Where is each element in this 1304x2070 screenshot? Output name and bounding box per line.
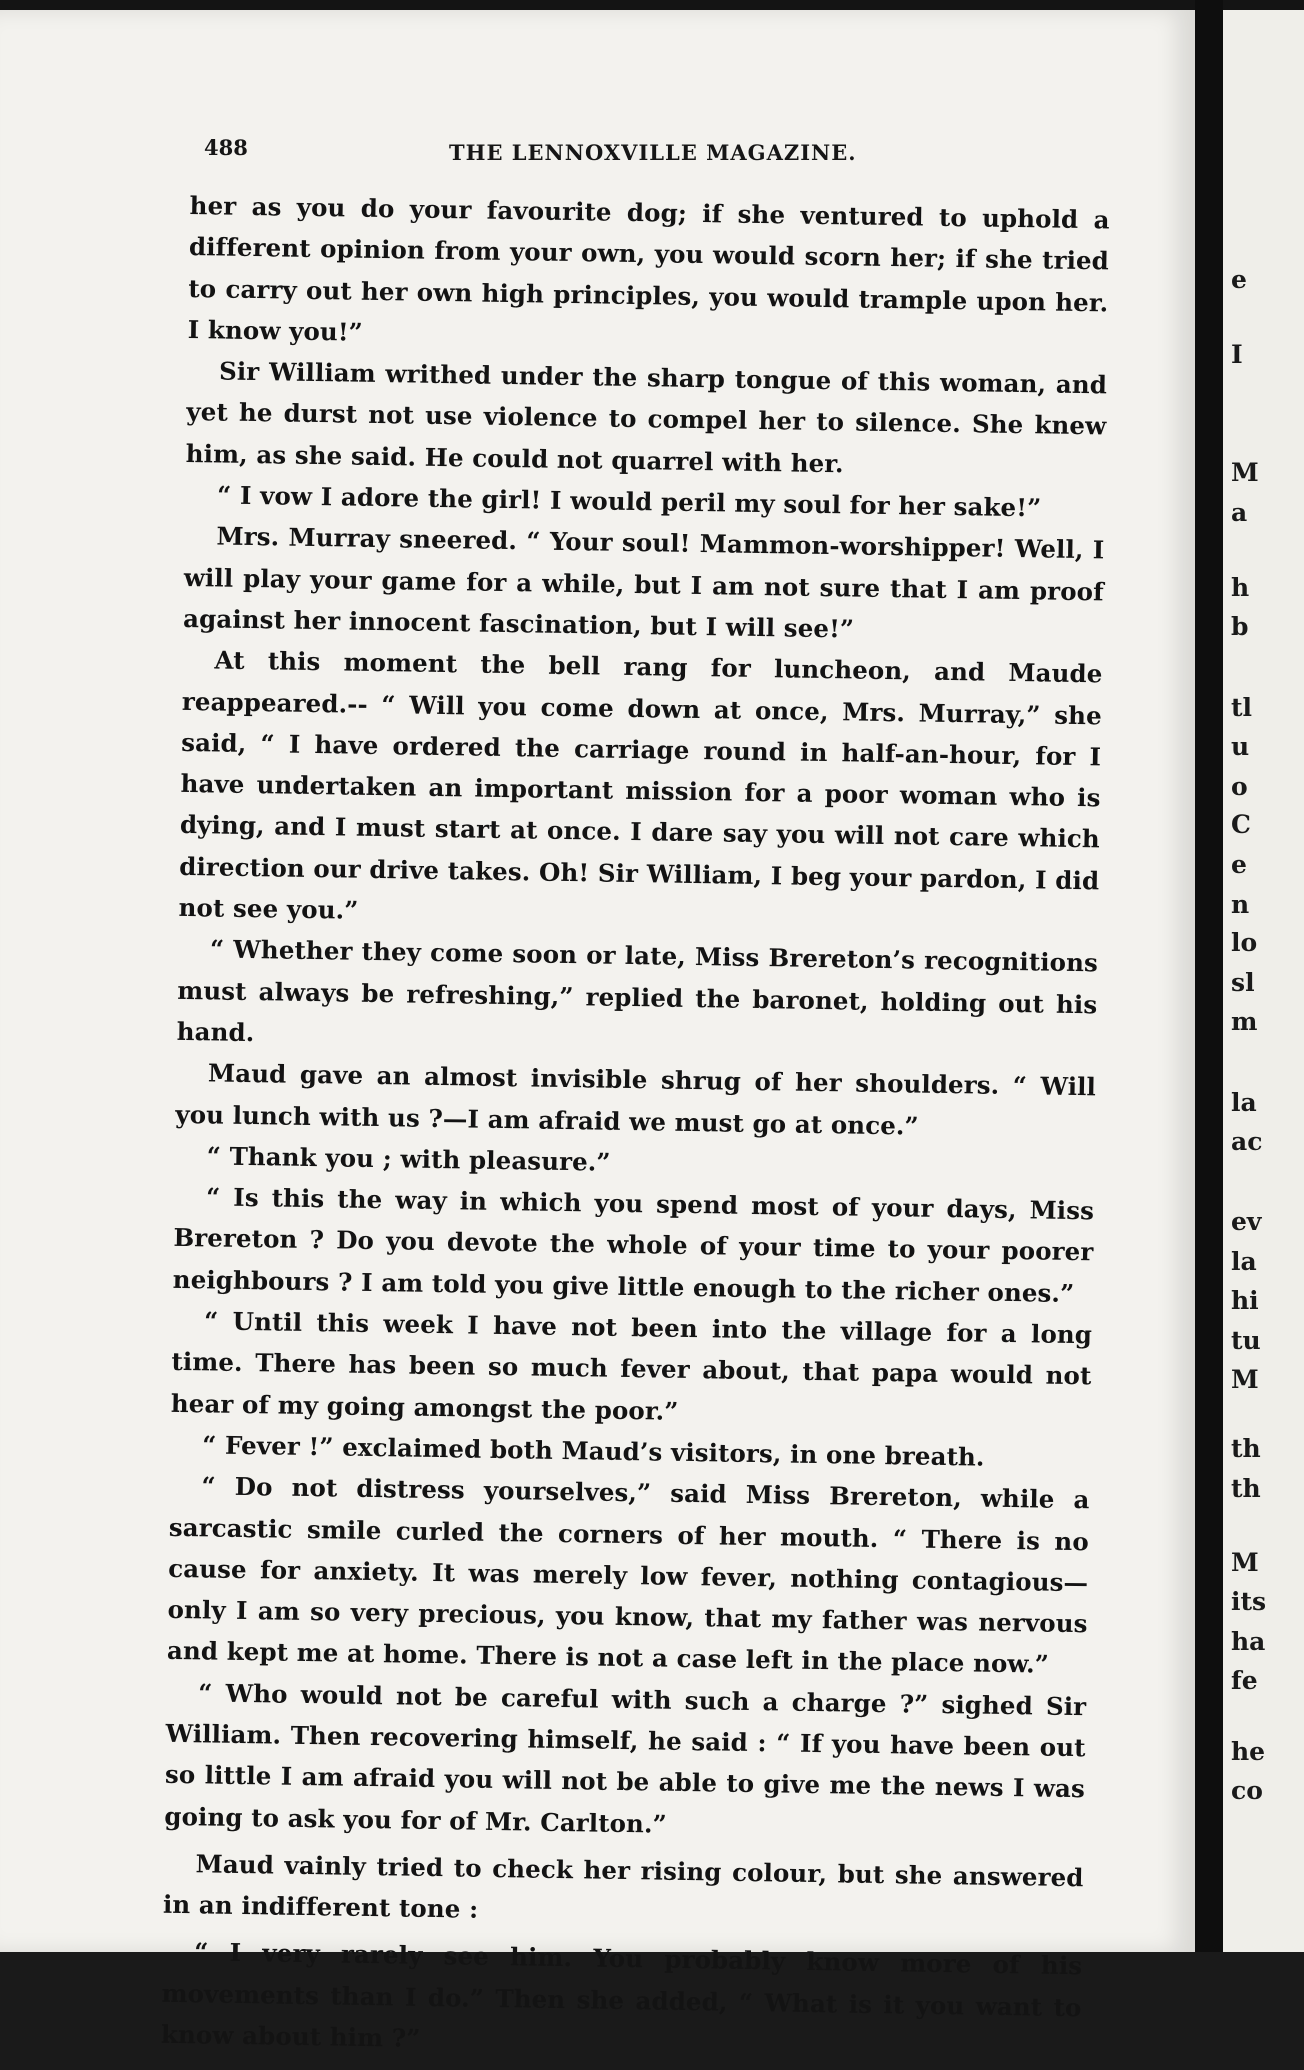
- adjacent-fragment: tu: [1231, 1326, 1261, 1355]
- paragraph: Maud vainly tried to check her rising colour, but she answered in an indifferent tone :: [162, 1849, 1084, 1924]
- adjacent-fragment: th: [1231, 1434, 1261, 1463]
- adjacent-page-edge: [1223, 10, 1304, 1952]
- adjacent-fragment: I: [1231, 340, 1243, 369]
- adjacent-fragment: ev: [1231, 1207, 1262, 1236]
- adjacent-fragment: n: [1231, 890, 1250, 919]
- paragraph: “ Until this week I have not been into the village for a long time. There has been so much fever about, that papa would not hear of my going amongst the poor.”: [170, 1306, 1093, 1426]
- adjacent-fragment: o: [1231, 772, 1248, 801]
- paragraph: “ I vow I adore the girl! I would peril my soul for her sake!”: [216, 480, 1042, 523]
- adjacent-fragment: fe: [1231, 1666, 1258, 1695]
- adjacent-fragment: its: [1231, 1587, 1267, 1616]
- adjacent-fragment: la: [1231, 1088, 1257, 1117]
- paragraph: “ I very rarely see him. You probably know more of his movements than I do.” Then she added, “ What is it you want to know about him ?”: [160, 1937, 1083, 2053]
- paragraph: “ Whether they come soon or late, Miss Brereton’s recognitions must always be refreshing,” replied the baronet, holding out his hand.: [176, 934, 1099, 1048]
- adjacent-fragment: sl: [1231, 968, 1255, 997]
- adjacent-fragment: C: [1231, 810, 1251, 839]
- adjacent-fragment: th: [1231, 1474, 1261, 1503]
- adjacent-fragment: M: [1231, 458, 1259, 487]
- adjacent-fragment: ac: [1231, 1127, 1263, 1156]
- adjacent-fragment: h: [1231, 573, 1250, 602]
- paragraph: “ Is this the way in which you spend most of your days, Miss Brereton ? Do you devote the whole of your time to your poorer neighbours ? I am told you give little enough to the richer ones.”: [172, 1182, 1095, 1308]
- adjacent-fragment: u: [1231, 732, 1250, 761]
- adjacent-fragment: la: [1231, 1247, 1257, 1276]
- adjacent-fragment: m: [1231, 1007, 1258, 1036]
- paragraph: “ Do not distress yourselves,” said Miss Brereton, while a sarcastic smile curled the corners of her mouth. “ There is no cause for anxiety. It was merely low fever, nothing contagious—only I am so very precious, you know, that my father was nervous and kept me at home. There is not a case left in the place now.”: [166, 1471, 1090, 1680]
- adjacent-fragment: ha: [1231, 1627, 1266, 1656]
- running-title: THE LENNOXVILLE MAGAZINE.: [449, 140, 857, 165]
- adjacent-fragment: a: [1231, 498, 1248, 527]
- running-head: [204, 135, 1105, 169]
- page-number: 488: [204, 135, 248, 160]
- paragraph: her as you do your favourite dog; if she ventured to uphold a different opinion from your own, you would scorn her; if she tried to carry out her own high principles, you would trample upon her. I know you!”: [187, 190, 1110, 347]
- paragraph: Maud gave an almost invisible shrug of her shoulders. “ Will you lunch with us ?—I am afraid we must go at once.”: [175, 1058, 1097, 1141]
- adjacent-fragment: hi: [1231, 1286, 1259, 1315]
- adjacent-fragment: lo: [1231, 928, 1258, 957]
- paragraph: “ Who would not be careful with such a charge ?” sighed Sir William. Then recovering himself, he said : “ If you have been out so little I am afraid you will not be able to give me the news I was going to ask you for of Mr. Carlton.”: [164, 1678, 1087, 1839]
- adjacent-fragment: tl: [1231, 693, 1253, 722]
- paragraph: Mrs. Murray sneered. “ Your soul! Mammon-worshipper! Well, I will play your game for a while, but I am not sure that I am proof against her innocent fascination, but I will see!”: [182, 521, 1105, 644]
- paragraph: At this moment the bell rang for luncheon, and Maude reappeared.-- “ Will you come down at once, Mrs. Murray,” she said, “ I have ordered the carriage round in half-an-hour, for I have undertaken an important mission for a poor woman who is dying, and I must start at once. I dare say you will not care which direction our drive takes. Oh! Sir William, I beg your pardon, I did not see you.”: [178, 645, 1103, 925]
- paragraph: “ Thank you ; with pleasure.”: [206, 1141, 611, 1177]
- paragraph: Sir William writhed under the sharp tongue of this woman, and yet he durst not use violence to compel her to silence. She knew him, as she said. He could not quarrel with her.: [185, 356, 1108, 479]
- adjacent-fragment: M: [1231, 1548, 1259, 1577]
- adjacent-fragment: b: [1231, 612, 1249, 641]
- paragraph: “ Fever !” exclaimed both Maud’s visitors, in one breath.: [201, 1430, 985, 1472]
- adjacent-fragment: e: [1231, 850, 1247, 879]
- adjacent-fragment: he: [1231, 1737, 1266, 1766]
- binding-gutter: [1195, 0, 1223, 1952]
- body-text: [161, 185, 1110, 2070]
- scan-top-edge: [0, 0, 1304, 10]
- adjacent-fragment: co: [1231, 1776, 1263, 1805]
- adjacent-fragment: M: [1231, 1365, 1259, 1394]
- adjacent-fragment: e: [1231, 265, 1247, 294]
